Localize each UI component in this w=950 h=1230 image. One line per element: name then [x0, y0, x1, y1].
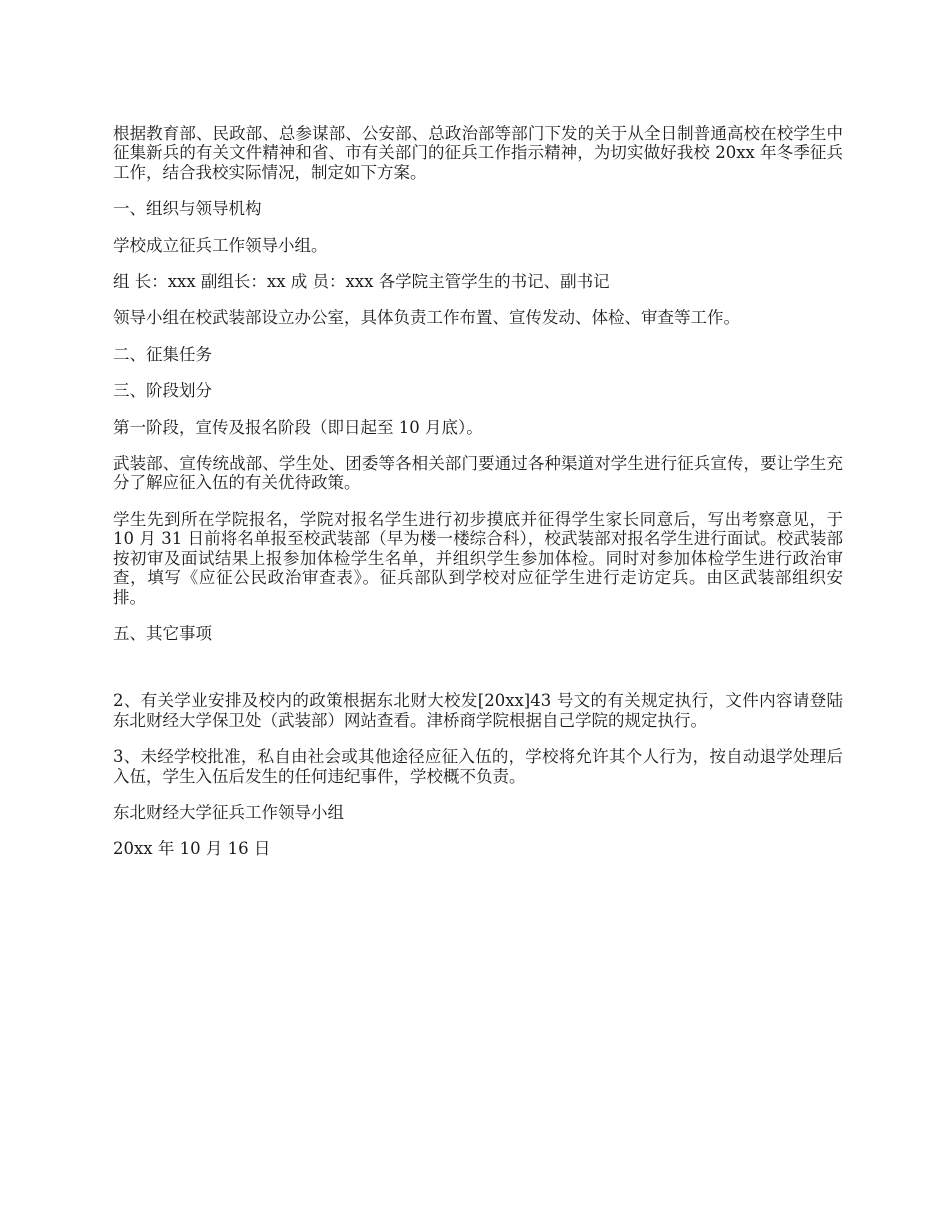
paragraph-leadership-group: 学校成立征兵工作领导小组。: [113, 235, 328, 255]
document-body: [113, 124, 843, 876]
paragraph-stage-one: 第一阶段，宣传及报名阶段（即日起至 10 月底）。: [113, 417, 483, 437]
section-heading-other-matters: 五、其它事项: [113, 623, 212, 643]
paragraph-members: 组 长：xxx 副组长：xx 成 员：xxx 各学院主管学生的书记、副书记: [113, 272, 610, 292]
signature-organization: 东北财经大学征兵工作领导小组: [113, 802, 344, 822]
paragraph-publicity: 武装部、宣传统战部、学生处、团委等各相关部门要通过各种渠道对学生进行征兵宣传，要让学生充分了解应征入伍的有关优待政策。: [113, 454, 843, 493]
section-heading-stages: 三、阶段划分: [113, 381, 212, 401]
paragraph-item-2: 2、有关学业安排及校内的政策根据东北财大校发[20xx]43 号文的有关规定执行，文件内容请登陆东北财经大学保卫处（武装部）网站查看。津桥商学院根据自己学院的规定执行。: [113, 691, 843, 730]
signature-date: 20xx 年 10 月 16 日: [113, 839, 271, 859]
paragraph-registration: 学生先到所在学院报名，学院对报名学生进行初步摸底并征得学生家长同意后，写出考察意见，于 10 月 31 日前将名单报至校武装部（早为楼一楼综合科），校武装部对报名学生进行面试。校武装部按初审及面试结果上报参加体检学生名单，并组织学生参加体检。同时对参加体检学生进行政治审查，填写《应征公民政治审查表》。征兵部队到学校对应征学生进行走访定兵。由区武装部组织安排。: [113, 509, 843, 607]
intro-paragraph: 根据教育部、民政部、总参谋部、公安部、总政治部等部门下发的关于从全日制普通高校在校学生中征集新兵的有关文件精神和省、市有关部门的征兵工作指示精神，为切实做好我校 20xx 年冬季征兵工作，结合我校实际情况，制定如下方案。: [113, 124, 843, 182]
paragraph-item-3: 3、未经学校批准，私自由社会或其他途径应征入伍的，学校将允许其个人行为，按自动退学处理后入伍，学生入伍后发生的任何违纪事件，学校概不负责。: [113, 747, 843, 786]
section-heading-organization: 一、组织与领导机构: [113, 199, 262, 219]
paragraph-office: 领导小组在校武装部设立办公室，具体负责工作布置、宣传发动、体检、审查等工作。: [113, 308, 740, 328]
section-heading-tasks: 二、征集任务: [113, 344, 212, 364]
